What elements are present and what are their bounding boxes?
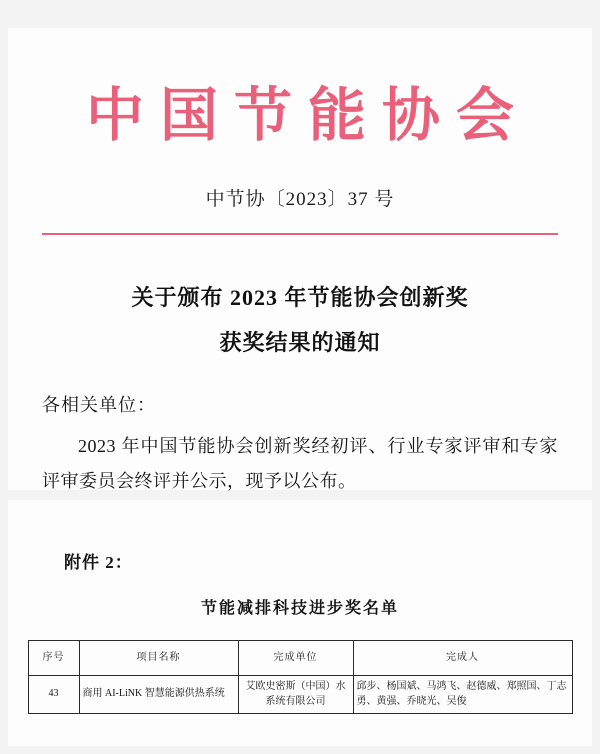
title-line-2: 获奖结果的通知 [219, 329, 381, 355]
document-number: 中节协〔2023〕37 号 [205, 188, 395, 210]
column-header-unit: 完成单位 [238, 641, 353, 676]
attachment-card [8, 500, 592, 746]
column-header-project: 项目名称 [79, 641, 238, 676]
organization-masthead: 中国节能协会 [85, 81, 530, 149]
column-header-persons: 完成人 [353, 641, 572, 676]
cell-no: 43 [28, 676, 79, 714]
title-line-1: 关于颁布 2023 年节能协会创新奖 [131, 284, 469, 310]
attachment-label: 附件 2： [64, 553, 133, 572]
attachment-title: 节能减排科技进步奖名单 [200, 600, 399, 617]
cell-persons: 邱步、杨国斌、马鸿飞、赵德威、郑照国、丁志勇、黄强、乔晓光、吴俊 [353, 676, 572, 714]
cell-unit: 艾欧史密斯（中国）水系统有限公司 [238, 676, 353, 714]
cell-project: 商用 AI-LiNK 智慧能源供热系统 [79, 676, 238, 714]
award-list-table [28, 640, 573, 714]
salutation: 各相关单位： [42, 394, 156, 415]
notice-document-card [8, 28, 592, 490]
table-row [28, 676, 572, 714]
table-header-row [28, 641, 572, 676]
column-header-no: 序号 [28, 641, 79, 676]
page-title [8, 275, 592, 365]
red-divider-rule [42, 233, 558, 235]
body-paragraph: 2023 年中国节能协会创新奖经初评、行业专家评审和专家评审委员会终评并公示，现予以公布。 [42, 435, 558, 492]
